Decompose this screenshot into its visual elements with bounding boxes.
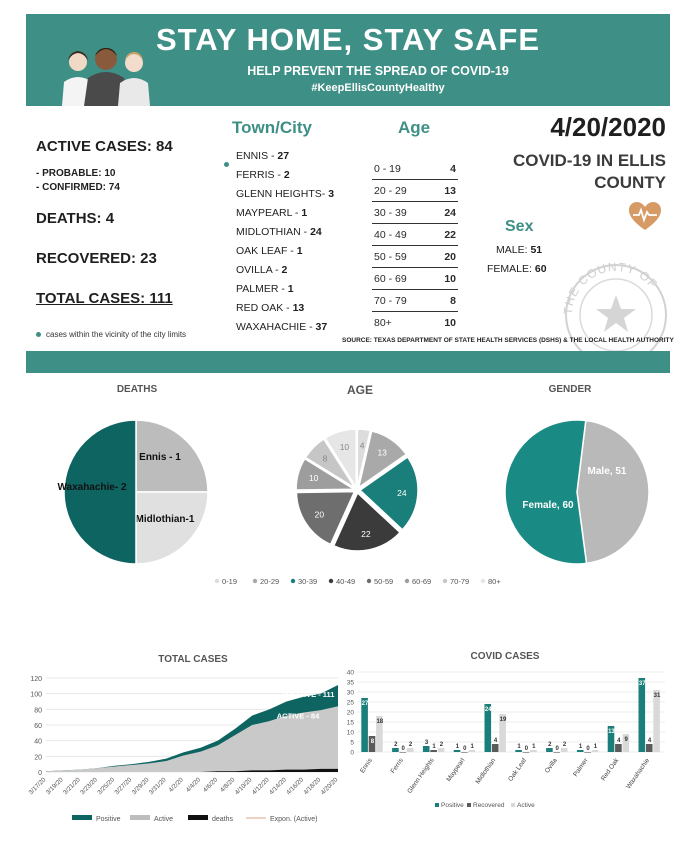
x-tick-label: 3/21/20: [61, 776, 82, 797]
y-tick-label: 30: [346, 689, 354, 697]
legend-marker: [511, 803, 515, 807]
y-tick-label: 20: [346, 709, 354, 717]
deaths-count: DEATHS: 4: [36, 210, 115, 227]
banner-bottom-strip: [26, 351, 670, 373]
gender-chart-title: GENDER: [548, 384, 592, 395]
pie-label: 8: [322, 453, 328, 464]
pie-slice: [505, 420, 587, 564]
x-tick-label: Waxahachie: [625, 757, 652, 791]
deaths-pie-chart: [50, 412, 220, 572]
y-tick-label: 25: [346, 699, 354, 707]
bar: [407, 748, 414, 752]
svg-text:THE COUNTY OF: THE COUNTY OF: [560, 259, 661, 316]
bar: [523, 752, 530, 753]
gender-pie-chart: [495, 412, 655, 572]
pie-label: Female, 60: [522, 500, 574, 511]
legend-label: Active: [517, 802, 535, 809]
x-tick-label: 4/8/20: [219, 776, 237, 794]
male-count: MALE: 51: [496, 244, 543, 256]
legend-label: 60-69: [412, 577, 432, 586]
pie-label: 10: [308, 473, 319, 484]
legend-marker: [367, 579, 371, 583]
heart-pulse-icon: [628, 202, 662, 232]
legend-marker: [435, 803, 439, 807]
bar: [492, 744, 499, 752]
x-tick-label: 4/6/20: [201, 776, 220, 794]
bar-value-label: 0: [463, 746, 467, 752]
age-row: 80+ 10: [374, 317, 456, 329]
source-note: SOURCE: TEXAS DEPARTMENT OF STATE HEALTH SERVICES (DSHS) & THE LOCAL HEALTH AUTHORITY: [342, 337, 674, 344]
x-tick-label: 3/17/20: [27, 776, 48, 797]
town-item: GLENN HEIGHTS- 3: [236, 188, 335, 200]
y-tick-label: 35: [346, 679, 354, 687]
legend-label: Expon. (Active): [270, 816, 318, 823]
bar-value-label: 1: [578, 744, 583, 750]
bar-value-label: 1: [455, 744, 460, 750]
bar-value-label: 2: [548, 742, 552, 748]
town-item: FERRIS - 2: [236, 169, 290, 181]
x-tick-label: 3/23/20: [79, 776, 99, 797]
legend-marker: [253, 579, 257, 583]
y-tick-label: 10: [346, 729, 354, 737]
age-row: 20 - 29 13: [372, 180, 458, 202]
town-item: OAK LEAF - 1: [236, 245, 303, 257]
x-tick-label: 3/31/20: [147, 776, 168, 797]
town-item: MIDLOTHIAN - 24: [236, 226, 322, 238]
legend-label: 30-39: [298, 577, 318, 586]
bar-value-label: 1: [470, 744, 474, 750]
town-item: WAXAHACHIE - 37: [236, 321, 328, 333]
x-tick-label: 4/20/20: [319, 776, 340, 797]
pie-label: 22: [361, 529, 371, 540]
x-tick-label: 3/19/20: [44, 776, 65, 797]
legend-label: deaths: [212, 816, 234, 823]
legend-marker: [405, 579, 409, 583]
town-title: Town/City: [232, 118, 312, 137]
total-cases: TOTAL CASES: 111: [36, 290, 173, 307]
bar-value-label: 0: [524, 746, 529, 752]
x-tick-label: 4/12/20: [250, 776, 271, 797]
bar: [646, 744, 653, 752]
bar-value-label: 27: [361, 701, 369, 707]
bar: [653, 690, 660, 752]
pie-label: Waxahachie- 2: [57, 482, 127, 493]
annotation: ACTIVE - 84: [276, 711, 320, 721]
pie-label: 4: [359, 440, 365, 451]
y-tick-label: 40: [34, 738, 42, 746]
x-tick-label: Palmer: [572, 757, 590, 779]
legend-label: Positive: [96, 816, 121, 823]
y-tick-label: 20: [34, 754, 42, 762]
bar-value-label: 37: [638, 681, 646, 687]
header-banner: [26, 14, 670, 106]
sex-title: Sex: [505, 218, 534, 235]
x-tick-label: 3/25/20: [96, 776, 117, 797]
probable-cases: - PROBABLE: 10: [36, 168, 116, 179]
bar-value-label: 24: [484, 707, 492, 713]
age-row: 40 - 49 22: [372, 224, 458, 246]
x-tick-label: Ennis: [358, 757, 375, 775]
bar-value-label: 31: [653, 693, 661, 699]
county-title: COVID-19 IN ELLIS COUNTY: [512, 151, 666, 192]
bar-value-label: 2: [439, 742, 444, 748]
bar-value-label: 1: [593, 744, 598, 750]
annotation: POSITIVE - 111: [281, 689, 335, 699]
bar-value-label: 19: [499, 717, 507, 723]
x-tick-label: Glenn Heights: [406, 757, 436, 795]
legend-label: 70-79: [450, 577, 470, 586]
pie-label: Ennis - 1: [139, 452, 181, 463]
legend-marker: [329, 579, 333, 583]
bar-value-label: 4: [493, 738, 498, 744]
age-legend: [205, 573, 515, 589]
pie-label: 13: [377, 447, 387, 458]
bar: [615, 744, 622, 752]
banner-hashtag: #KeepEllisCountyHealthy: [311, 82, 445, 94]
bar: [461, 752, 468, 753]
confirmed-cases: - CONFIRMED: 74: [36, 182, 120, 193]
x-tick-label: Ovilla: [543, 757, 559, 775]
y-tick-label: 5: [350, 739, 354, 747]
bar-value-label: 0: [586, 746, 590, 752]
female-count: FEMALE: 60: [487, 263, 547, 275]
x-tick-label: Red Oak: [599, 757, 621, 783]
legend-label: 0-19: [222, 577, 238, 586]
banner-subtitle: HELP PREVENT THE SPREAD OF COVID-19: [247, 64, 509, 78]
bar: [584, 752, 591, 753]
bar: [454, 750, 461, 752]
bar-value-label: 0: [401, 746, 405, 752]
legend-label: Active: [154, 816, 174, 823]
age-row: 60 - 69 10: [372, 268, 458, 290]
pie-label: 24: [397, 488, 407, 499]
covid-cases-title: COVID CASES: [470, 651, 540, 662]
y-tick-label: 60: [34, 723, 42, 730]
bar-value-label: 2: [562, 742, 567, 748]
active-cases: ACTIVE CASES: 84: [36, 138, 173, 155]
y-tick-label: 40: [346, 669, 354, 677]
bar: [423, 746, 430, 752]
x-tick-label: 4/16/20: [285, 776, 306, 797]
report-date: 4/20/2020: [550, 112, 666, 142]
bar-value-label: 0: [555, 746, 559, 752]
bar: [400, 752, 407, 753]
legend-marker: [215, 579, 219, 583]
age-row: 0 - 19 4: [372, 158, 458, 180]
y-tick-label: 15: [346, 719, 354, 727]
bar: [554, 752, 561, 753]
legend-label: 20-29: [260, 577, 280, 586]
y-tick-label: 0: [350, 749, 354, 757]
age-row: 50 - 59 20: [372, 246, 458, 268]
pie-slice: [136, 492, 208, 564]
x-tick-label: 3/29/20: [130, 776, 151, 797]
bar-value-label: 8: [370, 739, 375, 745]
town-item: ENNIS - 27: [236, 150, 290, 162]
bar-value-label: 2: [394, 742, 398, 748]
bar-value-label: 2: [408, 742, 413, 748]
legend-label: Positive: [441, 802, 464, 809]
x-tick-label: Oak Leaf: [507, 757, 529, 783]
age-pie-chart: [285, 412, 435, 572]
town-item: OVILLA - 2: [236, 264, 288, 276]
recovered-count: RECOVERED: 23: [36, 250, 157, 267]
pie-label: Midlothian-1: [135, 514, 195, 525]
bar: [592, 750, 599, 752]
bar: [546, 748, 553, 752]
bar: [577, 750, 584, 752]
age-row: 30 - 39 24: [372, 202, 458, 224]
bar-value-label: 1: [517, 744, 521, 750]
bar-value-label: 1: [432, 744, 436, 750]
bar: [438, 748, 445, 752]
y-tick-label: 80: [34, 707, 42, 715]
legend-marker: [188, 815, 208, 820]
x-tick-label: 4/2/20: [167, 776, 185, 794]
note-dot-icon: [36, 332, 41, 337]
bar-value-label: 13: [608, 729, 615, 735]
x-tick-label: 4/4/20: [184, 776, 203, 794]
bar-value-label: 1: [532, 744, 536, 750]
legend-label: Recovered: [473, 802, 505, 809]
age-chart-title: AGE: [346, 383, 373, 397]
total-cases-title: TOTAL CASES: [158, 654, 228, 665]
bar: [468, 750, 475, 752]
bar-value-label: 4: [647, 738, 652, 744]
bar-value-label: 9: [624, 737, 628, 743]
x-tick-label: 4/18/20: [302, 776, 323, 797]
legend-marker: [443, 579, 447, 583]
age-title: Age: [398, 118, 431, 137]
y-tick-label: 100: [30, 691, 42, 699]
town-item: MAYPEARL - 1: [236, 207, 308, 219]
vicinity-note: cases within the vicinity of the city limits: [46, 330, 187, 339]
bar: [530, 750, 537, 752]
bar: [515, 750, 522, 752]
y-tick-label: 0: [38, 770, 42, 777]
pie-label: 20: [314, 509, 325, 520]
x-tick-label: 4/10/20: [233, 776, 254, 797]
covid-cases-bar-chart: [343, 666, 673, 836]
legend-marker: [467, 803, 471, 807]
legend-marker: [481, 579, 485, 583]
town-item: RED OAK - 13: [236, 302, 305, 314]
x-tick-label: 4/14/20: [268, 776, 288, 797]
age-row: 70 - 79 8: [372, 290, 458, 312]
legend-label: 80+: [488, 577, 501, 586]
pie-label: 10: [339, 441, 350, 452]
pie-label: Male, 51: [587, 466, 627, 477]
legend-marker: [130, 815, 150, 820]
x-tick-label: Ferris: [389, 757, 405, 775]
legend-marker: [291, 579, 295, 583]
banner-title: STAY HOME, STAY SAFE: [155, 22, 541, 57]
bar: [430, 750, 437, 752]
town-item: PALMER - 1: [236, 283, 294, 295]
y-tick-label: 120: [30, 676, 42, 683]
town-dot-icon: [224, 162, 229, 167]
pie-slice: [577, 421, 649, 564]
legend-label: 50-59: [374, 577, 394, 586]
bar: [639, 678, 646, 752]
bar-value-label: 18: [376, 719, 384, 725]
legend-label: 40-49: [336, 577, 356, 586]
x-tick-label: 3/27/20: [113, 776, 134, 797]
x-tick-label: Maypearl: [445, 757, 467, 784]
deaths-chart-title: DEATHS: [116, 384, 158, 395]
x-tick-label: Midlothian: [474, 757, 498, 786]
total-cases-area-chart: [20, 668, 345, 836]
bar-value-label: 4: [617, 738, 621, 744]
bar: [392, 748, 399, 752]
bar-value-label: 3: [424, 740, 429, 746]
bar: [561, 748, 568, 752]
legend-marker: [72, 815, 92, 820]
